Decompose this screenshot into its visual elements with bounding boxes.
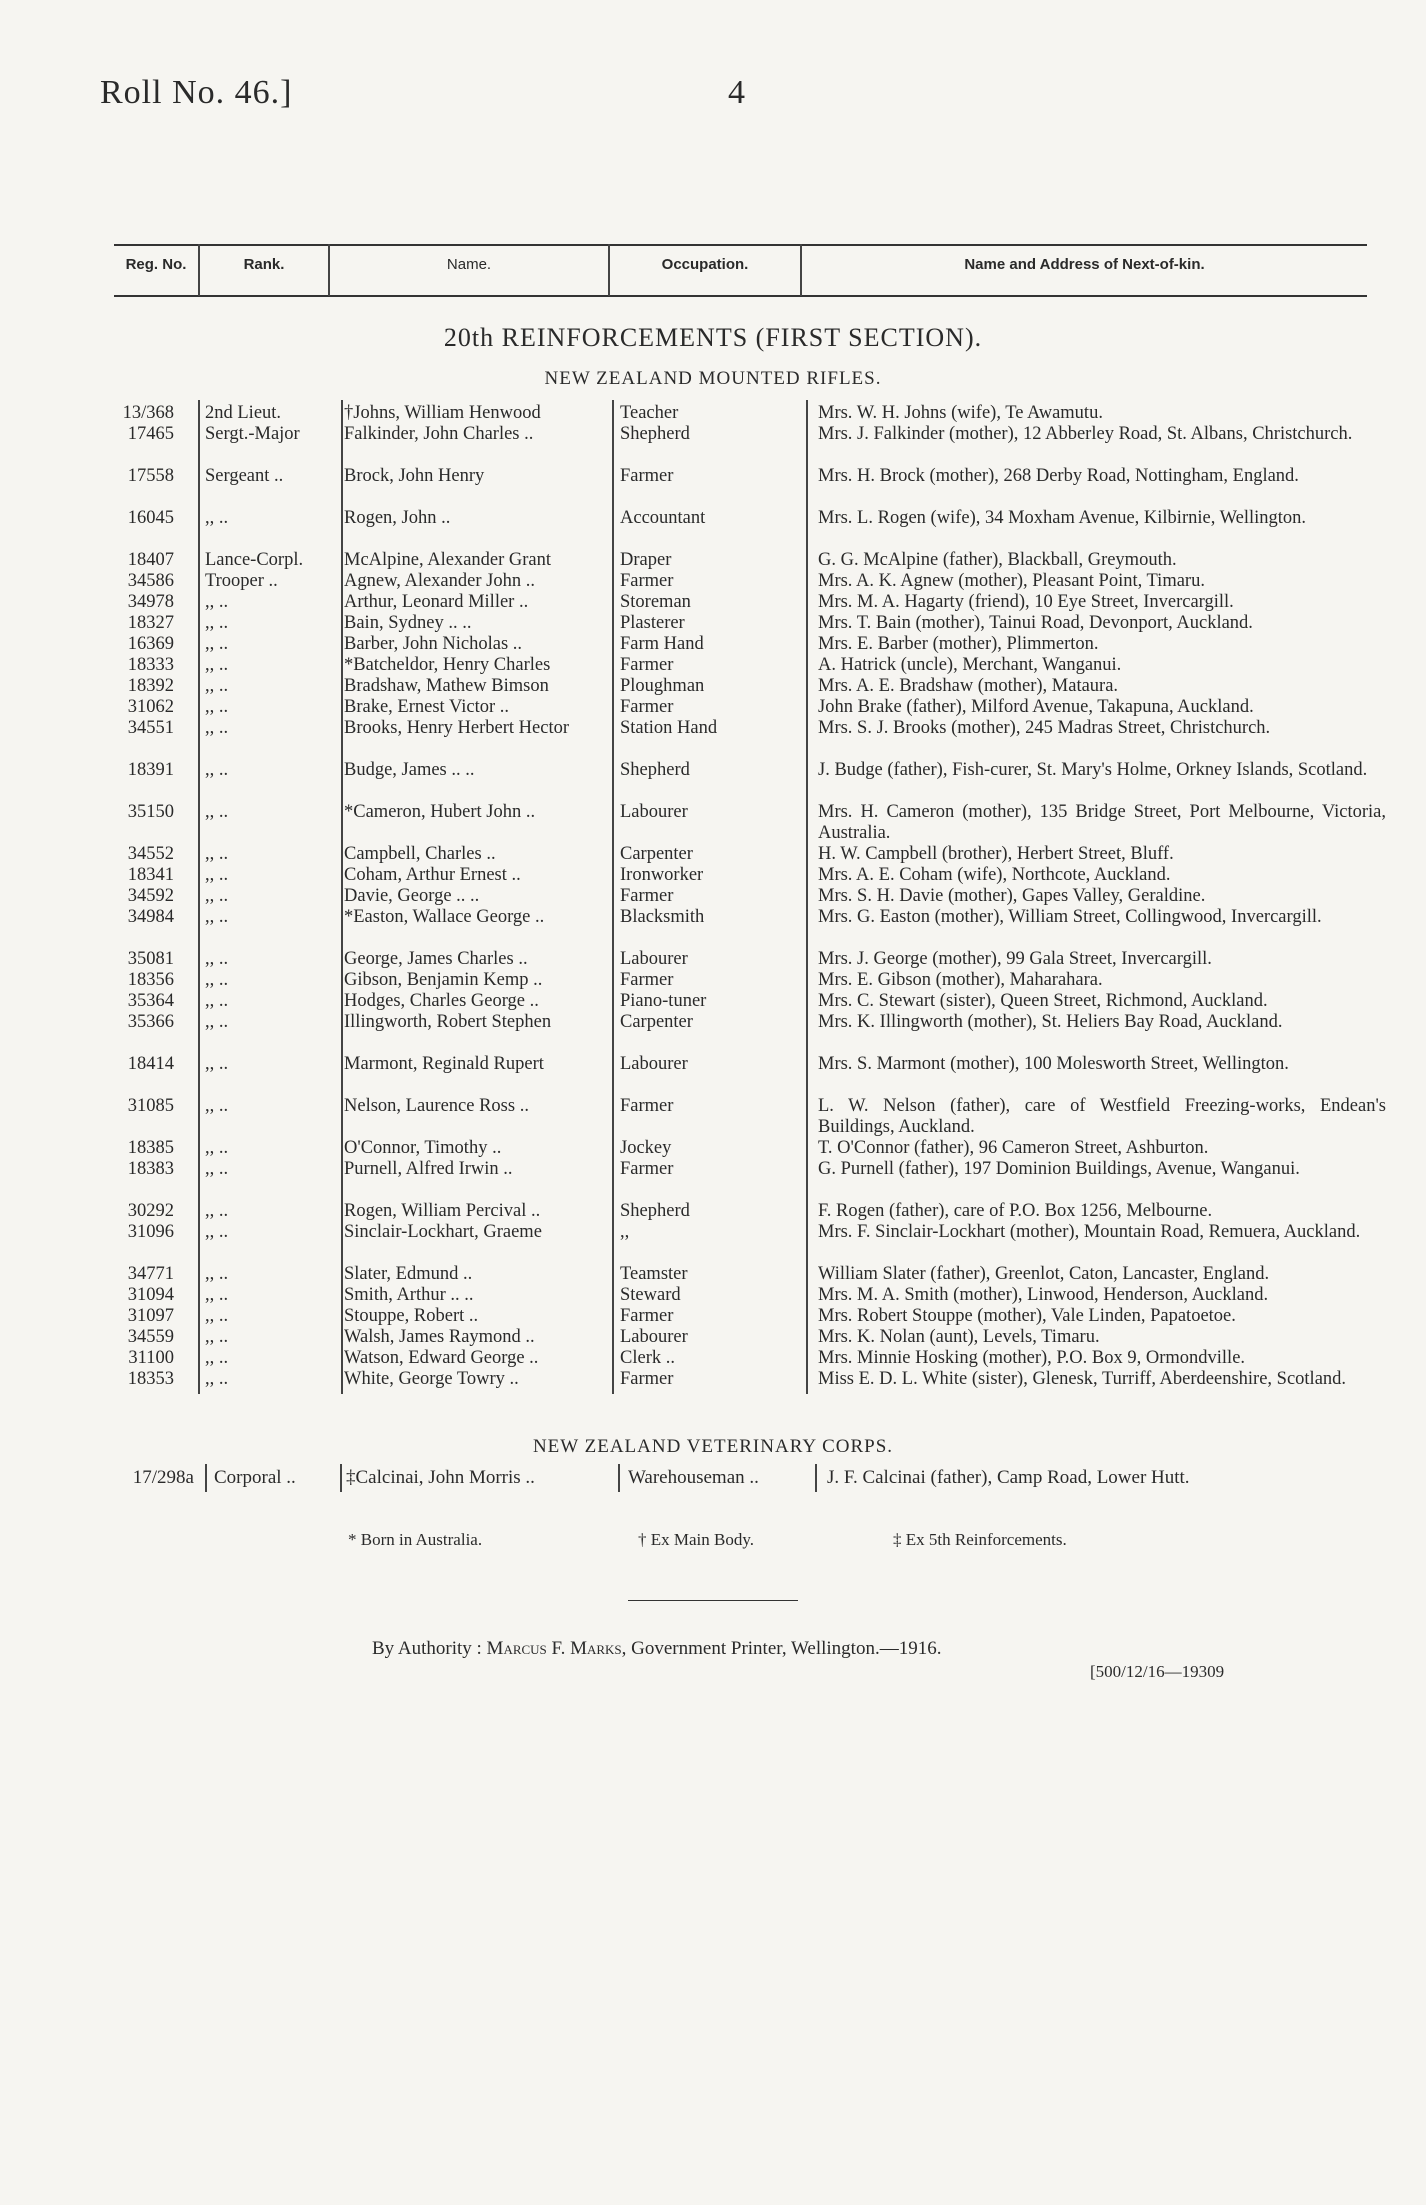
reg-number: 18327 (127, 613, 174, 633)
col-header-name: Name. (446, 256, 492, 273)
rank: ,, .. (205, 676, 229, 696)
rank: ,, .. (205, 970, 229, 990)
next-of-kin: Mrs. H. Brock (mother), 268 Derby Road, Nottingham, England. (818, 466, 1299, 486)
next-of-kin: J. Budge (father), Fish-curer, St. Mary's Holme, Orkney Islands, Scotland. (818, 760, 1368, 780)
occupation: Piano-tuner (620, 991, 707, 1011)
occupation: Labourer (620, 802, 688, 822)
next-of-kin: Mrs. C. Stewart (sister), Queen Street, Richmond, Auckland. (818, 991, 1268, 1011)
rank: ,, .. (205, 697, 229, 717)
rank: ,, .. (205, 1222, 229, 1242)
table-row (0, 802, 1426, 844)
table-row (0, 550, 1426, 571)
col-divider (205, 1464, 207, 1492)
table-row (0, 676, 1426, 697)
rank: ,, .. (205, 907, 229, 927)
table-top-rule (114, 244, 1367, 246)
table-row (0, 1369, 1426, 1411)
reg-number: 13/368 (122, 403, 174, 423)
reg-number: 18353 (127, 1369, 174, 1389)
reg-number: 17558 (127, 466, 174, 486)
soldier-name: Davie, George .. .. (344, 886, 480, 906)
rank: 2nd Lieut. (205, 403, 282, 423)
occupation: Ironworker (620, 865, 704, 885)
col-header-rank: Rank. (243, 256, 285, 273)
occupation: Teacher (620, 403, 679, 423)
footnote-5th-reinforcements: ‡ Ex 5th Reinforcements. (893, 1530, 1067, 1549)
next-of-kin: Mrs. E. Gibson (mother), Maharahara. (818, 970, 1103, 990)
occupation: Farmer (620, 1369, 674, 1389)
reg-number: 18383 (127, 1159, 174, 1179)
occupation: Farmer (620, 1159, 674, 1179)
rank: ,, .. (205, 718, 229, 738)
reg-number: 17/298a (132, 1467, 194, 1488)
soldier-name: ‡Calcinai, John Morris .. (346, 1467, 535, 1488)
reg-number: 34771 (127, 1264, 174, 1284)
roll-table (0, 403, 1426, 1411)
rank: ,, .. (205, 844, 229, 864)
next-of-kin: Mrs. S. Marmont (mother), 100 Molesworth Street, Wellington. (818, 1054, 1289, 1074)
reg-number: 34551 (127, 718, 174, 738)
next-of-kin: G. G. McAlpine (father), Blackball, Greymouth. (818, 550, 1177, 570)
next-of-kin: Mrs. W. H. Johns (wife), Te Awamutu. (818, 403, 1103, 423)
soldier-name: Rogen, John .. (344, 508, 451, 528)
table-row (0, 949, 1426, 970)
soldier-name: Brake, Ernest Victor .. (344, 697, 510, 717)
section-title-veterinary-corps: NEW ZEALAND VETERINARY CORPS. (532, 1436, 894, 1457)
soldier-name: Bradshaw, Mathew Bimson (344, 676, 549, 696)
next-of-kin: Mrs. Minnie Hosking (mother), P.O. Box 9, Ormondville. (818, 1348, 1246, 1368)
rank: ,, .. (205, 1327, 229, 1347)
table-row (0, 571, 1426, 592)
soldier-name: †Johns, William Henwood (344, 403, 541, 423)
next-of-kin: T. O'Connor (father), 96 Cameron Street, Ashburton. (818, 1138, 1209, 1158)
next-of-kin: Mrs. A. K. Agnew (mother), Pleasant Point, Timaru. (818, 571, 1205, 591)
table-row (0, 424, 1426, 466)
rank: ,, .. (205, 508, 229, 528)
page-title: 20th REINFORCEMENTS (FIRST SECTION). (443, 323, 983, 352)
next-of-kin: Mrs. G. Easton (mother), William Street, Collingwood, Invercargill. (818, 907, 1322, 927)
soldier-name: George, James Charles .. (344, 949, 528, 969)
soldier-name: Coham, Arthur Ernest .. (344, 865, 521, 885)
table-row (0, 991, 1426, 1012)
divider-rule (628, 1600, 798, 1601)
occupation: Shepherd (620, 424, 690, 444)
soldier-name: Hodges, Charles George .. (344, 991, 539, 1011)
rank: ,, .. (205, 1348, 229, 1368)
soldier-name: Bain, Sydney .. .. (344, 613, 472, 633)
next-of-kin: Mrs. J. Falkinder (mother), 12 Abberley Road, St. Albans, Christchurch. (818, 424, 1353, 444)
occupation: Shepherd (620, 760, 690, 780)
next-of-kin: Mrs. M. A. Smith (mother), Linwood, Henderson, Auckland. (818, 1285, 1269, 1305)
rank: Trooper .. (205, 571, 278, 591)
soldier-name: Sinclair-Lockhart, Graeme (344, 1222, 542, 1242)
rank: ,, .. (205, 1054, 229, 1074)
rank: ,, .. (205, 886, 229, 906)
rank: Lance-Corpl. (205, 550, 304, 570)
reg-number: 31100 (128, 1348, 174, 1368)
page-number: 4 (728, 74, 745, 111)
printer-imprint (372, 1638, 941, 1660)
table-row (0, 655, 1426, 676)
reg-number: 31062 (127, 697, 174, 717)
occupation: Warehouseman .. (628, 1467, 759, 1488)
occupation: Plasterer (620, 613, 685, 633)
reg-number: 18341 (127, 865, 174, 885)
reg-number: 18414 (127, 1054, 174, 1074)
footnote-born-australia: * Born in Australia. (348, 1530, 483, 1549)
reg-number: 16369 (127, 634, 174, 654)
next-of-kin: Mrs. E. Barber (mother), Plimmerton. (818, 634, 1099, 654)
soldier-name: Smith, Arthur .. .. (344, 1285, 474, 1305)
table-row (0, 508, 1426, 550)
table-row (0, 697, 1426, 718)
next-of-kin: F. Rogen (father), care of P.O. Box 1256, Melbourne. (818, 1201, 1213, 1221)
next-of-kin: G. Purnell (father), 197 Dominion Buildings, Avenue, Wanganui. (818, 1159, 1300, 1179)
table-header-rule (114, 295, 1367, 297)
rank: ,, .. (205, 1012, 229, 1032)
rank: ,, .. (205, 1138, 229, 1158)
table-row (0, 403, 1426, 424)
occupation: Farm Hand (620, 634, 704, 654)
rank: ,, .. (205, 634, 229, 654)
occupation: Farmer (620, 1306, 674, 1326)
occupation: Shepherd (620, 1201, 690, 1221)
table-row (0, 1054, 1426, 1096)
occupation: Jockey (620, 1138, 672, 1158)
soldier-name: Slater, Edmund .. (344, 1264, 473, 1284)
occupation: Storeman (620, 592, 691, 612)
reg-number: 31097 (127, 1306, 174, 1326)
col-divider (340, 1464, 342, 1492)
col-header-reg: Reg. No. (125, 256, 187, 273)
col-divider (618, 1464, 620, 1492)
rank: ,, .. (205, 1369, 229, 1389)
next-of-kin: Mrs. S. H. Davie (mother), Gapes Valley, Geraldine. (818, 886, 1206, 906)
soldier-name: Brock, John Henry (344, 466, 485, 486)
occupation: Draper (620, 550, 672, 570)
soldier-name: O'Connor, Timothy .. (344, 1138, 502, 1158)
next-of-kin: Mrs. M. A. Hagarty (friend), 10 Eye Street, Invercargill. (818, 592, 1234, 612)
next-of-kin: A. Hatrick (uncle), Merchant, Wanganui. (818, 655, 1122, 675)
occupation: Labourer (620, 1054, 688, 1074)
roll-number: Roll No. 46.] (100, 74, 293, 111)
col-header-occupation: Occupation. (661, 256, 749, 273)
reg-number: 35081 (127, 949, 174, 969)
table-row (0, 1306, 1426, 1327)
reg-number: 18356 (127, 970, 174, 990)
rank: ,, .. (205, 1285, 229, 1305)
next-of-kin: Mrs. A. E. Coham (wife), Northcote, Auckland. (818, 865, 1171, 885)
soldier-name: Watson, Edward George .. (344, 1348, 539, 1368)
table-row (0, 1159, 1426, 1201)
footnote-main-body: † Ex Main Body. (638, 1530, 755, 1549)
rank: ,, .. (205, 655, 229, 675)
soldier-name: Budge, James .. .. (344, 760, 475, 780)
rank: Corporal .. (214, 1467, 296, 1488)
table-row (0, 970, 1426, 991)
reg-number: 34984 (127, 907, 174, 927)
table-row (0, 613, 1426, 634)
table-row (0, 634, 1426, 655)
soldier-name: Agnew, Alexander John .. (344, 571, 535, 591)
section-title-mounted-rifles: NEW ZEALAND MOUNTED RIFLES. (544, 368, 882, 389)
occupation: Farmer (620, 1096, 674, 1116)
soldier-name: Arthur, Leonard Miller .. (344, 592, 529, 612)
table-row (0, 1327, 1426, 1348)
occupation: Farmer (620, 466, 674, 486)
rank: ,, .. (205, 1201, 229, 1221)
occupation: Farmer (620, 697, 674, 717)
next-of-kin: Mrs. A. E. Bradshaw (mother), Mataura. (818, 676, 1119, 696)
soldier-name: Marmont, Reginald Rupert (344, 1054, 544, 1074)
reg-number: 31096 (127, 1222, 174, 1242)
next-of-kin: Mrs. Robert Stouppe (mother), Vale Linden, Papatoetoe. (818, 1306, 1236, 1326)
table-row (0, 844, 1426, 865)
reg-number: 35366 (127, 1012, 174, 1032)
soldier-name: Brooks, Henry Herbert Hector (344, 718, 570, 738)
next-of-kin: Miss E. D. L. White (sister), Glenesk, Turriff, Aberdeenshire, Scotland. (818, 1369, 1347, 1389)
table-row (0, 865, 1426, 886)
occupation: Farmer (620, 970, 674, 990)
soldier-name: *Cameron, Hubert John .. (344, 802, 536, 822)
occupation: Station Hand (620, 718, 718, 738)
col-divider (815, 1464, 817, 1492)
reg-number: 34552 (127, 844, 174, 864)
rank: ,, .. (205, 991, 229, 1011)
next-of-kin: Mrs. H. Cameron (mother), 135 Bridge Street, Port Melbourne, Victoria, Australia. (818, 802, 1386, 843)
next-of-kin: L. W. Nelson (father), care of Westfield Freezing-works, Endean's Buildings, Auckland. (818, 1096, 1386, 1137)
rank: Sergt.-Major (205, 424, 300, 444)
occupation: Ploughman (620, 676, 705, 696)
rank: ,, .. (205, 592, 229, 612)
rank: ,, .. (205, 949, 229, 969)
table-row (0, 1012, 1426, 1054)
soldier-name: *Batcheldor, Henry Charles (344, 655, 551, 675)
occupation: Carpenter (620, 1012, 693, 1032)
next-of-kin: J. F. Calcinai (father), Camp Road, Lower Hutt. (827, 1467, 1190, 1488)
soldier-name: Falkinder, John Charles .. (344, 424, 534, 444)
next-of-kin: John Brake (father), Milford Avenue, Takapuna, Auckland. (818, 697, 1254, 717)
occupation: Carpenter (620, 844, 693, 864)
table-row (0, 886, 1426, 907)
rank: ,, .. (205, 613, 229, 633)
next-of-kin: H. W. Campbell (brother), Herbert Street, Bluff. (818, 844, 1174, 864)
soldier-name: *Easton, Wallace George .. (344, 907, 545, 927)
reg-number: 18333 (127, 655, 174, 675)
rank: ,, .. (205, 1096, 229, 1116)
table-row (0, 1222, 1426, 1264)
reg-number: 18385 (127, 1138, 174, 1158)
next-of-kin: Mrs. T. Bain (mother), Tainui Road, Devonport, Auckland. (818, 613, 1253, 633)
imprint-prefix: By Authority : (372, 1638, 482, 1659)
soldier-name: Purnell, Alfred Irwin .. (344, 1159, 513, 1179)
soldier-name: Gibson, Benjamin Kemp .. (344, 970, 543, 990)
table-row (0, 466, 1426, 508)
reg-number: 34586 (127, 571, 174, 591)
reg-number: 35150 (127, 802, 174, 822)
soldier-name: Walsh, James Raymond .. (344, 1327, 535, 1347)
table-row (0, 1264, 1426, 1285)
soldier-name: White, George Towry .. (344, 1369, 519, 1389)
reg-number: 34592 (127, 886, 174, 906)
occupation: Labourer (620, 949, 688, 969)
next-of-kin: Mrs. S. J. Brooks (mother), 245 Madras Street, Christchurch. (818, 718, 1271, 738)
table-row (0, 1138, 1426, 1159)
rank: ,, .. (205, 760, 229, 780)
next-of-kin: William Slater (father), Greenlot, Caton, Lancaster, England. (818, 1264, 1270, 1284)
rank: ,, .. (205, 802, 229, 822)
rank: ,, .. (205, 1306, 229, 1326)
rank: Sergeant .. (205, 466, 284, 486)
occupation: Farmer (620, 886, 674, 906)
occupation: ,, (620, 1222, 630, 1242)
reg-number: 30292 (127, 1201, 174, 1221)
occupation: Clerk .. (620, 1348, 675, 1368)
reg-number: 31085 (127, 1096, 174, 1116)
occupation: Teamster (620, 1264, 688, 1284)
reg-number: 34559 (127, 1327, 174, 1347)
soldier-name: Campbell, Charles .. (344, 844, 496, 864)
table-row (0, 1285, 1426, 1306)
next-of-kin: Mrs. K. Nolan (aunt), Levels, Timaru. (818, 1327, 1100, 1347)
table-row (0, 1348, 1426, 1369)
next-of-kin: Mrs. L. Rogen (wife), 34 Moxham Avenue, Kilbirnie, Wellington. (818, 508, 1307, 528)
occupation: Labourer (620, 1327, 688, 1347)
soldier-name: Nelson, Laurence Ross .. (344, 1096, 529, 1116)
next-of-kin: Mrs. F. Sinclair-Lockhart (mother), Mountain Road, Remuera, Auckland. (818, 1222, 1361, 1242)
reg-number: 16045 (127, 508, 174, 528)
reg-number: 18407 (127, 550, 174, 570)
table-row (0, 760, 1426, 802)
imprint-suffix: , Government Printer, Wellington.—1916. (621, 1638, 942, 1659)
soldier-name: Stouppe, Robert .. (344, 1306, 479, 1326)
table-row (0, 1201, 1426, 1222)
col-header-kin: Name and Address of Next-of-kin. (964, 256, 1205, 273)
reg-number: 31094 (127, 1285, 174, 1305)
next-of-kin: Mrs. J. George (mother), 99 Gala Street, Invercargill. (818, 949, 1212, 969)
reg-number: 18391 (127, 760, 174, 780)
occupation: Steward (620, 1285, 681, 1305)
soldier-name: Rogen, William Percival .. (344, 1201, 541, 1221)
rank: ,, .. (205, 1159, 229, 1179)
reg-number: 17465 (127, 424, 174, 444)
reg-number: 34978 (127, 592, 174, 612)
table-row (0, 907, 1426, 949)
next-of-kin: Mrs. K. Illingworth (mother), St. Heliers Bay Road, Auckland. (818, 1012, 1283, 1032)
reg-number: 35364 (127, 991, 174, 1011)
table-row (0, 718, 1426, 760)
rank: ,, .. (205, 865, 229, 885)
occupation: Accountant (620, 508, 706, 528)
soldier-name: Illingworth, Robert Stephen (344, 1012, 552, 1032)
occupation: Farmer (620, 571, 674, 591)
soldier-name: Barber, John Nicholas .. (344, 634, 523, 654)
occupation: Blacksmith (620, 907, 705, 927)
occupation: Farmer (620, 655, 674, 675)
print-reference: [500/12/16—19309 (1090, 1662, 1225, 1681)
soldier-name: McAlpine, Alexander Grant (344, 550, 552, 570)
table-row (0, 592, 1426, 613)
rank: ,, .. (205, 1264, 229, 1284)
reg-number: 18392 (127, 676, 174, 696)
imprint-printer: Marcus F. Marks (486, 1638, 622, 1659)
table-row (0, 1096, 1426, 1138)
